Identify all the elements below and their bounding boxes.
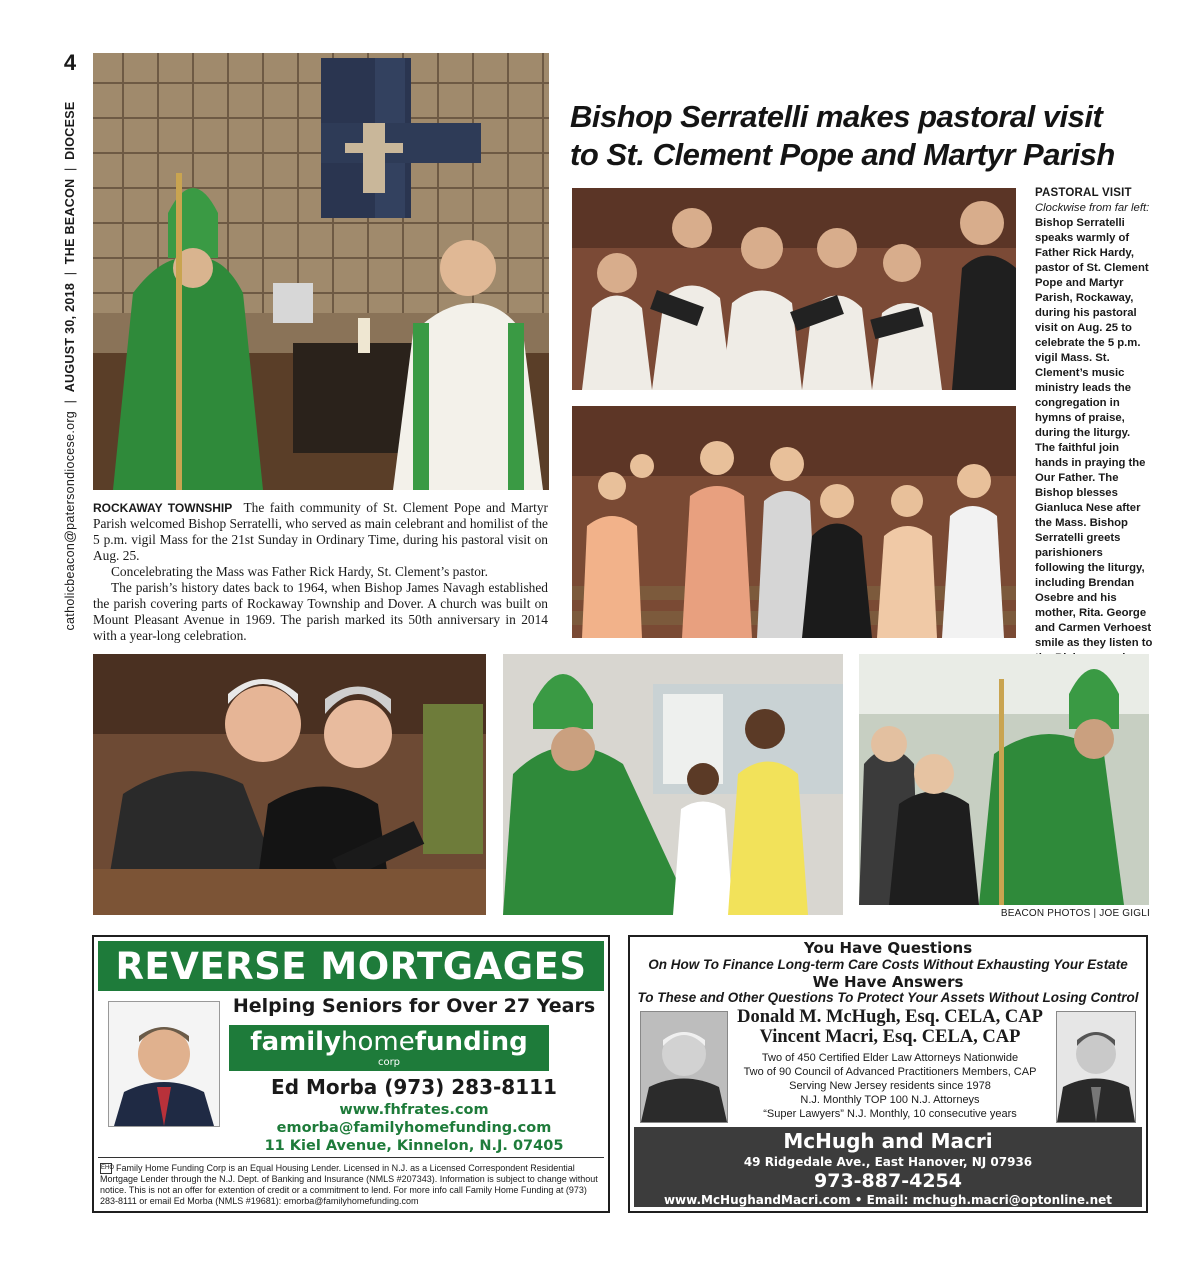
- ad-portrait-macri: [1056, 1011, 1136, 1123]
- ad-firm-name: McHugh and Macri: [783, 1129, 993, 1153]
- logo-word-funding: funding: [414, 1027, 528, 1057]
- ad-tagline: Helping Seniors for Over 27 Years: [232, 995, 596, 1017]
- headline: [570, 98, 1150, 174]
- ad-cred-1: Two of 450 Certified Elder Law Attorneys Nationwide: [761, 1052, 1019, 1064]
- rail-separator: |: [63, 167, 77, 171]
- ad-q1: You Have Questions: [803, 939, 973, 957]
- photo-bishop-and-pastor-image: [93, 53, 549, 490]
- ad-divider: [98, 1157, 604, 1158]
- page-number: 4: [63, 50, 77, 75]
- caption-body: Bishop Serratelli speaks warmly of Father Rick Hardy, pastor of St. Clement Pope and Martyr Parish, Rockaway, during his pastoral visit on Aug. 25 to celebrate the 5 p.m. vigil Mass. St. Clement’s music ministry leads the congregation in hymns of praise, during the liturgy. The faithful join hands in praying the Our Father. The Bishop blesses Gianluca Nese after the Mass. Bishop Serratelli greets parishioners following the liturgy, including Brendan Osebre and his mother, Rita. George and Carmen Verhoest smile as they listen to: [1035, 217, 1153, 649]
- ad-portrait-mchugh-image: [641, 1012, 727, 1122]
- ad-logo-family-home-funding: [229, 1025, 549, 1071]
- ad-firm-web[interactable]: www.McHughandMacri.com • Email: mchugh.macri@optonline.net: [663, 1193, 1113, 1207]
- ad-cred-4: N.J. Monthly TOP 100 N.J. Attorneys: [800, 1094, 980, 1106]
- ad-disclaimer: [100, 1163, 600, 1207]
- ad-q1-sub: On How To Finance Long-term Care Costs Without Exhausting Your Estate: [648, 957, 1128, 972]
- ad-q2: We Have Answers: [812, 973, 964, 991]
- logo-corp: corp: [377, 1057, 401, 1068]
- rail-section: DIOCESE: [63, 101, 77, 160]
- ad-portrait-mchugh: [640, 1011, 728, 1123]
- photo-bishop-and-pastor: [93, 53, 549, 490]
- ad-address: 11 Kiel Avenue, Kinnelon, N.J. 07405: [264, 1138, 564, 1154]
- photo-bishop-greets-family: [503, 654, 843, 915]
- headline-line-2: to St. Clement Pope and Martyr Parish: [570, 137, 1115, 172]
- ad-cred-3: Serving New Jersey residents since 1978: [789, 1080, 991, 1092]
- side-rail: [50, 86, 90, 646]
- ad-mchugh-macri: [628, 935, 1148, 1213]
- ad-email[interactable]: emorba@familyhomefunding.com: [276, 1120, 552, 1136]
- photo-credit: BEACON PHOTOS | JOE GIGLI: [1000, 908, 1150, 919]
- story-paragraph-2: Concelebrating the Mass was Father Rick Hardy, St. Clement’s pastor.: [111, 564, 488, 579]
- photo-verhoest-couple-image: [93, 654, 486, 915]
- rail-date: AUGUST 30, 2018: [63, 282, 77, 393]
- ad-attorneys: [730, 1007, 1050, 1047]
- photo-congregation: [572, 406, 1016, 638]
- ad-attorney-2: Vincent Macri, Esq. CELA, CAP: [759, 1027, 1021, 1047]
- story-dateline: ROCKAWAY TOWNSHIP: [93, 501, 233, 515]
- logo-word-home: home: [341, 1027, 415, 1057]
- photo-choir-image: [572, 188, 1016, 390]
- story-p1-text: The faith community of St. Clement Pope and Martyr Parish welcomed Bishop Serratelli, who served as main celebrant and homilist of the 5 p.m. vigil Mass for the 21st Sunday in Ordinary Time, during his pastoral visit on Aug. 25.: [93, 500, 548, 563]
- story-paragraph-3: The parish’s history dates back to 1964, when Bishop James Navagh established the parish covering parts of Rockaway Township and Dover. A church was built on Mount Pleasant Avenue in 1969. The parish marked its 50th anniversary in 2014 with a year-long celebration.: [93, 580, 548, 643]
- photo-bishop-blesses-boy: [859, 654, 1149, 905]
- ad-banner: REVERSE MORTGAGES: [98, 941, 604, 991]
- caption-head: PASTORAL VISIT: [1035, 187, 1132, 199]
- caption-sub: Clockwise from far left:: [1035, 202, 1150, 214]
- ad-q2-sub: To These and Other Questions To Protect Your Assets Without Losing Control: [637, 990, 1139, 1005]
- ad-portrait-macri-image: [1057, 1012, 1135, 1122]
- photo-choir: [572, 188, 1016, 390]
- ad-disclaimer-text: Family Home Funding Corp is an Equal Housing Lender. Licensed in N.J. as a Licensed Correspondent Residential Mortgage Lender through the N.J. Dept. of Banking and Insurance (NMLS #207343). Information is subject to change without notice. This is not an offer for extention of credit or a commitment to lend. For more info call Family Home Funding at (973) 283-8111 or email Ed Morba (NMLS #19681): emorba@familyhomefunding.com: [100, 1163, 598, 1206]
- photo-caption: [1035, 186, 1153, 696]
- rail-paper: THE BEACON: [63, 178, 77, 265]
- ad-reverse-mortgages: [92, 935, 610, 1213]
- rail-email: catholicbeacon@patersondiocese.org: [63, 410, 77, 631]
- ad-cred-5: “Super Lawyers” N.J. Monthly, 10 consecutive years: [763, 1108, 1017, 1120]
- story-body: [93, 500, 548, 644]
- rail-separator: |: [63, 271, 77, 276]
- rail-separator: |: [63, 399, 77, 404]
- ad-cred-2: Two of 90 Council of Advanced Practitioners Members, CAP: [743, 1066, 1037, 1078]
- photo-congregation-image: [572, 406, 1016, 638]
- logo-word-family: family: [250, 1027, 342, 1057]
- photo-bishop-blesses-boy-image: [859, 654, 1149, 905]
- ad-portrait-ed-morba: [108, 1001, 220, 1127]
- ad-footer: [634, 1127, 1142, 1207]
- story-paragraph-1: [93, 500, 548, 564]
- photo-bishop-greets-family-image: [503, 654, 843, 915]
- ad-website[interactable]: www.fhfrates.com: [339, 1102, 489, 1118]
- ad-contact: Ed Morba (973) 283-8111: [271, 1075, 557, 1099]
- ad-credentials: [730, 1051, 1050, 1121]
- ad-attorney-1: Donald M. McHugh, Esq. CELA, CAP: [737, 1007, 1043, 1027]
- equal-housing-icon: EHO: [100, 1163, 112, 1174]
- ad-portrait-ed-morba-image: [109, 1002, 219, 1126]
- ad-firm-phone[interactable]: 973-887-4254: [814, 1170, 962, 1192]
- photo-verhoest-couple: [93, 654, 486, 915]
- headline-line-1: Bishop Serratelli makes pastoral visit: [570, 99, 1103, 134]
- ad-firm-address: 49 Ridgedale Ave., East Hanover, NJ 07936: [743, 1155, 1033, 1169]
